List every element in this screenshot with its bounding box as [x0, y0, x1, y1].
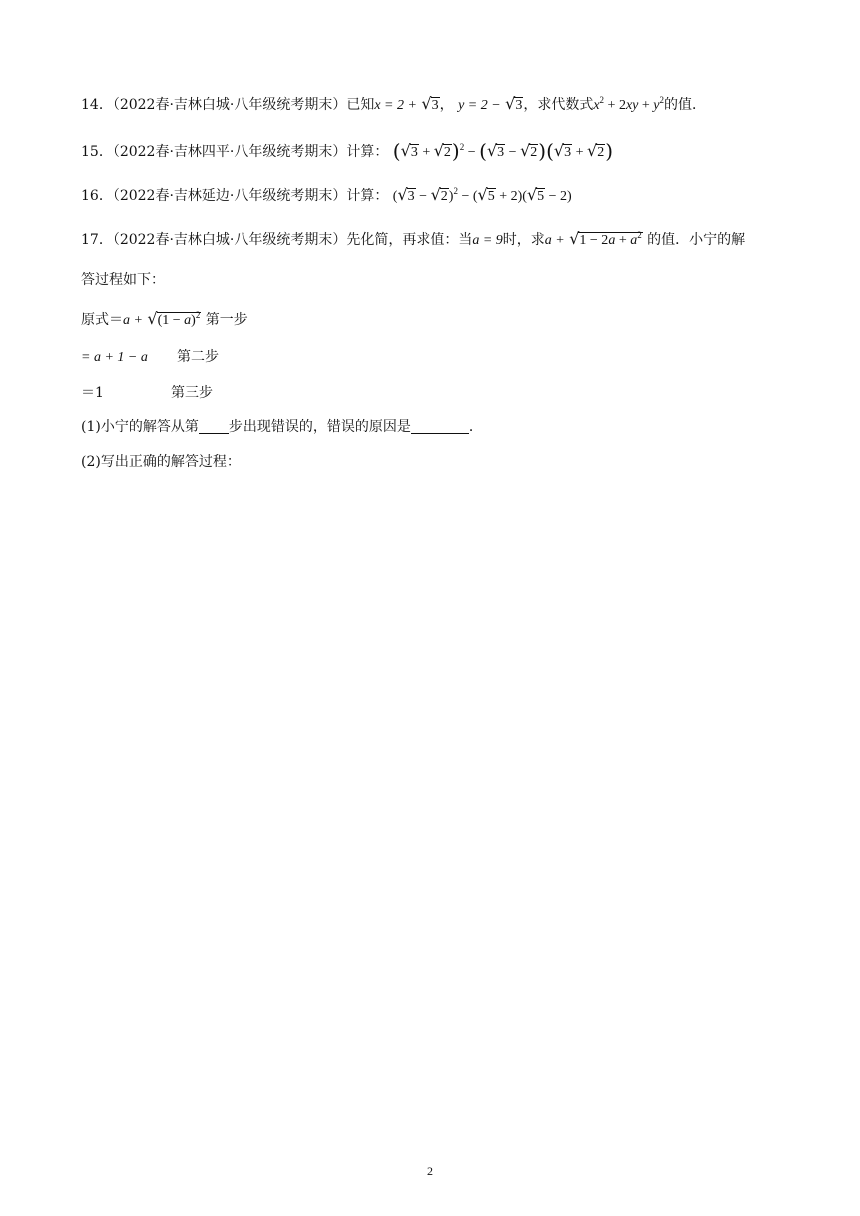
q16-prefix: 16．（2022春·吉林延边·八年级统考期末）计算： — [81, 188, 389, 204]
q17-part2: (2)写出正确的解答过程： — [81, 454, 241, 470]
q14-sqrt3-y: √3 — [505, 94, 523, 113]
question-16 — [81, 185, 572, 207]
step1-radical: $√(1 - a)^2$ — [147, 309, 201, 328]
q17-suffix: 的值．小宁的解 — [647, 232, 746, 248]
answer-blank-reason[interactable] — [411, 419, 469, 434]
step1-tag: 第一步 — [205, 312, 248, 328]
step3-expr: ＝1 — [81, 385, 104, 401]
q14-suffix: 的值． — [664, 97, 707, 113]
q14-prefix: 14．（2022春·吉林白城·八年级统考期末）已知 — [81, 97, 375, 113]
answer-blank-step[interactable] — [199, 419, 229, 434]
q14-y-expr: y = 2 − — [458, 98, 501, 113]
step2-tag: 第二步 — [177, 349, 219, 365]
question-17 — [81, 229, 745, 251]
question-14: 14．（2022春·吉林白城·八年级统考期末）已知x = 2 + √3， y = 2 − √3，求代数式$x^2 + 2xy + y^2$的值． — [81, 94, 706, 116]
q16-expression: $(√3 - √2)^2 - (√5 + 2)(√5 - 2)$ — [392, 185, 572, 204]
q14-mid: ，求代数式 — [523, 97, 594, 113]
q17-step2 — [81, 347, 219, 368]
q17-expr-a: a + — [544, 233, 565, 248]
step1-expr: a + — [123, 313, 143, 328]
q17-prefix: 17．（2022春·吉林白城·八年级统考期末）先化简，再求值：当 — [81, 232, 473, 248]
q14-x-expr: x = 2 + — [374, 98, 417, 113]
q17-step1 — [81, 309, 248, 331]
q17-part1: (1)小宁的解答从第 步出现错误的，错误的原因是 ． — [81, 419, 483, 435]
q17-mid: 时，求 — [502, 232, 545, 248]
q15-expression: $(√3 + √2)^2 - (√3 - √2)(√3 + √2)$ — [392, 139, 614, 163]
step1-label: 原式＝ — [81, 312, 123, 328]
step3-tag: 第三步 — [171, 385, 213, 401]
q17-step3 — [81, 383, 213, 403]
q14-expression: $x^2 + 2xy + y^2$ — [593, 95, 665, 113]
q17-radical: $√1 - 2a + a^2$ — [569, 229, 642, 248]
q15-prefix: 15．（2022春·吉林四平·八年级统考期末）计算： — [81, 144, 389, 160]
q17-line2: 答过程如下： — [81, 272, 165, 288]
q17-condition: a = 9 — [472, 233, 503, 248]
q14-sqrt3-x: √3 — [421, 94, 439, 113]
step2-expr: = a + 1 − a — [81, 350, 148, 365]
page-number: 2 — [427, 1164, 433, 1178]
question-15 — [81, 141, 613, 163]
